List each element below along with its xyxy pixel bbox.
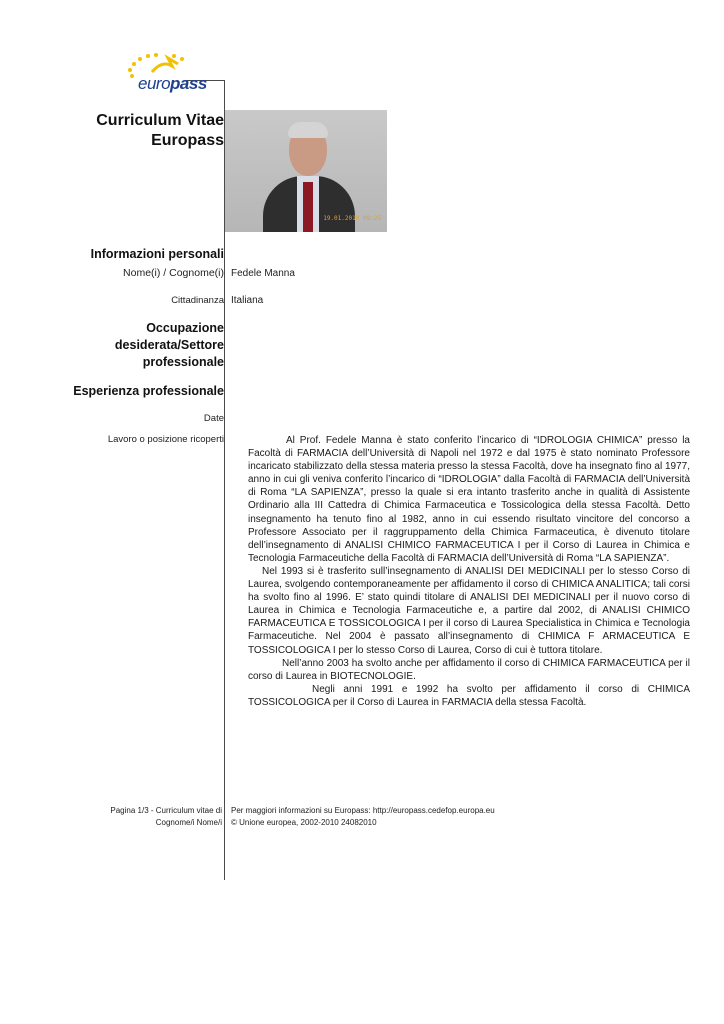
citizenship-label: Cittadinanza (171, 295, 224, 306)
europass-info-link[interactable]: Per maggiori informazioni su Europass: http://europass.cedefop.europa.eu (231, 806, 495, 815)
experience-paragraph-4: Negli anni 1991 e 1992 ha svolto per affidamento il corso di CHIMICA TOSSICOLOGICA per il Corso di Laurea in FARMACIA della stessa Facoltà. (248, 683, 690, 708)
name-label: Nome(i) / Cognome(i) (123, 267, 224, 279)
name-value: Fedele Manna (231, 268, 295, 279)
personal-info-heading: Informazioni personali (90, 247, 224, 261)
cv-title-line2: Europass (151, 132, 224, 149)
position-label: Lavoro o posizione ricoperti (107, 434, 224, 445)
footer-right: Per maggiori informazioni su Europass: http://europass.cedefop.europa.eu © Unione europea, 2002-2010 24082010 (231, 806, 495, 827)
cv-title-line1: Curriculum Vitae (96, 112, 224, 129)
citizenship-value: Italiana (231, 295, 264, 306)
experience-paragraph-1: Al Prof. Fedele Manna è stato conferito l’incarico di “IDROLOGIA CHIMICA” presso la Facoltà di FARMACIA dell’Università di Napoli nel 1972 e dal 1975 è stato nominato Professore incaricato stabilizzato della stessa materia presso la stessa Facoltà, dove ha insegnato fino al 1977, anno in cui gli veniva conferito l’incarico di “IDROLOGIA” dalla Facoltà di FARMACIA dell’Università di Roma “LA SAPIENZA”, presso la quale si era intanto trasferito anche in qualità di Assistente Ordinario alla III Cattedra di Chimica Farmaceutica e Tossicologica della stessa Facoltà. Detto insegnamento ha tenuto fino al 1982, anno in cui essendo risultato vincitore del concorso a Professore Associato per il raggruppamento della Chimica Farmaceutica, è divenuto titolare dell’insegnamento di ANALISI CHIMICO FARMACEUTICA I per il Corso di Laurea in Chimica e Tecnologia Farmaceutiche della Facoltà di FARMACIA dell’Università di Roma “LA SAPIENZA”. (248, 435, 690, 564)
europass-wordmark: europass (138, 74, 207, 93)
occupation-heading: Occupazione desiderata/Settore professionale (114, 321, 224, 369)
date-label: Date (203, 413, 224, 424)
footer-left: Pagina 1/3 - Curriculum vitae di Cognome/i Nome/i (110, 806, 222, 827)
cv-title (96, 111, 224, 151)
experience-paragraph-2: Nel 1993 si è trasferito sull’insegnamento di ANALISI DEI MEDICINALI per lo stesso Corso di Laurea, svolgendo contemporaneamente per affidamento il corso di CHIMICA ANALITICA; tali corsi ha svolto fino al 1996. E’ stato quindi titolare di ANALISI DEI MEDICINALI per il nuovo corso di Laurea in Chimica e Tecnologia Farmaceutiche e, a partire dal 2002, di ANALISI CHIMICO FARMACEUTICA E TOSSICOLOGICA I per il corso di Laurea Specialistica in Chimica e Tecnologia Farmaceutiche. Nel 2004 è passato all’insegnamento di CHIMICA F ARMACEUTICA E TOSSICOLOGICA I per lo stesso Corso di Laurea, Corso di cui è tuttora titolare. (248, 565, 690, 656)
photo-timestamp: 19.01.2010 09:25 (323, 215, 381, 222)
europass-logo (122, 52, 212, 98)
experience-heading: Esperienza professionale (73, 384, 224, 398)
profile-photo (225, 110, 387, 232)
experience-description (248, 434, 690, 709)
experience-paragraph-3: Nell’anno 2003 ha svolto anche per affidamento il corso di CHIMICA FARMACEUTICA per il corso di Laurea in BIOTECNOLOGIE. (248, 657, 690, 682)
